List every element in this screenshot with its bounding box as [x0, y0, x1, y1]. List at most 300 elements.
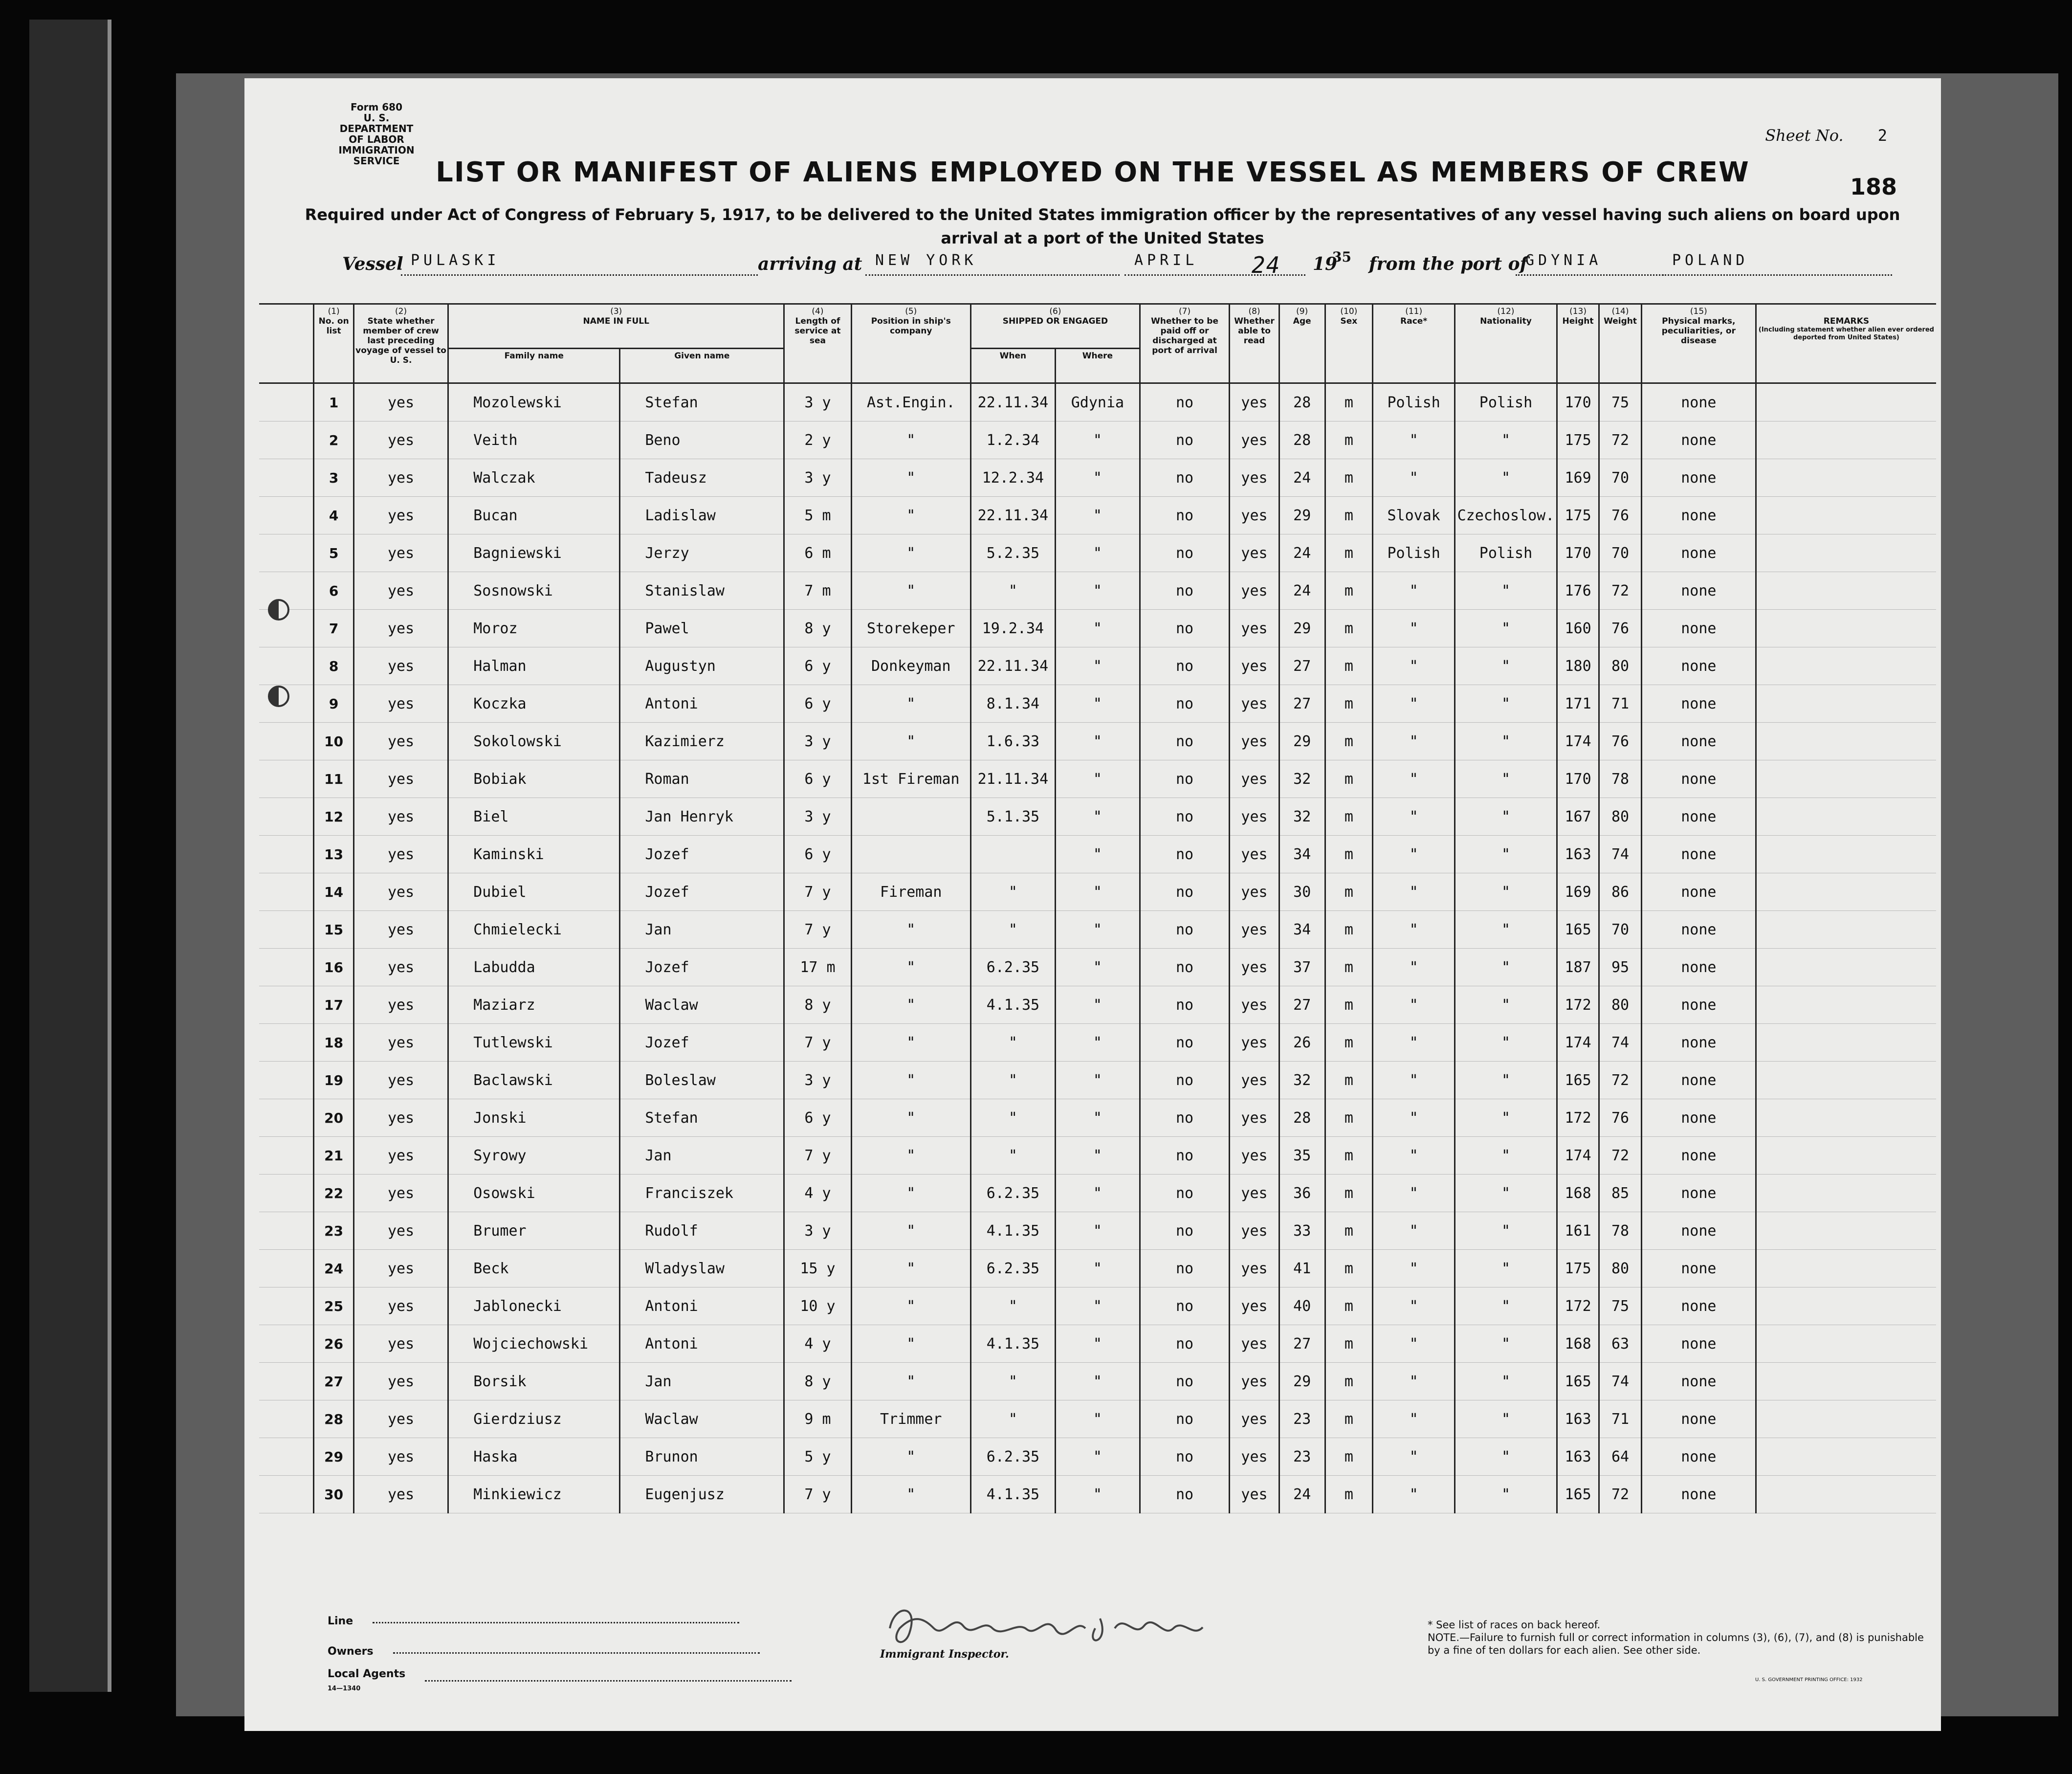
- cell-when: 6.2.35: [970, 1175, 1055, 1212]
- row-marker-cell: [259, 459, 314, 497]
- cell-weight: 80: [1599, 798, 1642, 836]
- cell-age: 29: [1279, 723, 1325, 760]
- cell-height: 163: [1557, 1438, 1599, 1476]
- cell-height: 168: [1557, 1325, 1599, 1363]
- cell-no: 11: [314, 760, 353, 798]
- cell-remarks: [1756, 1325, 1936, 1363]
- cell-no: 13: [314, 836, 353, 873]
- cell-sex: m: [1325, 873, 1373, 911]
- cell-service: 3 y: [784, 1062, 851, 1099]
- cell-height: 175: [1557, 421, 1599, 459]
- table-row: [259, 873, 1936, 911]
- cell-height: 161: [1557, 1212, 1599, 1250]
- cell-no: 18: [314, 1024, 353, 1062]
- cell-prev: yes: [353, 798, 448, 836]
- cell-marks: none: [1641, 1175, 1756, 1212]
- cell-service: 7 y: [784, 1476, 851, 1513]
- cell-marks: none: [1641, 760, 1756, 798]
- cell-prev: yes: [353, 1062, 448, 1099]
- cell-prev: yes: [353, 383, 448, 421]
- cell-race: ": [1373, 1438, 1455, 1476]
- cell-weight: 76: [1599, 610, 1642, 647]
- cell-marks: none: [1641, 1062, 1756, 1099]
- cell-family: Jablonecki: [448, 1287, 620, 1325]
- row-marker-cell: [259, 949, 314, 986]
- cell-where: ": [1055, 459, 1140, 497]
- cell-paid: no: [1140, 1137, 1229, 1175]
- cell-race: ": [1373, 1099, 1455, 1137]
- cell-remarks: [1756, 459, 1936, 497]
- cell-paid: no: [1140, 986, 1229, 1024]
- cell-height: 165: [1557, 1062, 1599, 1099]
- table-row: [259, 723, 1936, 760]
- cell-given: Franciszek: [620, 1175, 784, 1212]
- cell-when: ": [970, 1024, 1055, 1062]
- table-row: [259, 1400, 1936, 1438]
- cell-position: ": [851, 1476, 970, 1513]
- service-name: IMMIGRATION SERVICE: [338, 144, 415, 167]
- cell-family: Chmielecki: [448, 911, 620, 949]
- cell-given: Eugenjusz: [620, 1476, 784, 1513]
- cell-position: ": [851, 723, 970, 760]
- cell-race: ": [1373, 421, 1455, 459]
- cell-sex: m: [1325, 1062, 1373, 1099]
- sheet-number-label: Sheet No.: [1765, 126, 1844, 145]
- cell-when: 8.1.34: [970, 685, 1055, 723]
- cell-when: ": [970, 1400, 1055, 1438]
- cell-paid: no: [1140, 421, 1229, 459]
- cell-remarks: [1756, 685, 1936, 723]
- cell-paid: no: [1140, 949, 1229, 986]
- table-row: [259, 1062, 1936, 1099]
- cell-position: Fireman: [851, 873, 970, 911]
- cell-paid: no: [1140, 911, 1229, 949]
- cell-when: 6.2.35: [970, 949, 1055, 986]
- cell-remarks: [1756, 1175, 1936, 1212]
- cell-height: 171: [1557, 685, 1599, 723]
- cell-when: ": [970, 1287, 1055, 1325]
- cell-sex: m: [1325, 1363, 1373, 1400]
- cell-age: 34: [1279, 911, 1325, 949]
- footnote-penalty: NOTE.—Failure to furnish full or correct information in columns (3), (6), (7), and (8) is punishable by a fine of ten dollars for each alien. See other side.: [1428, 1632, 1924, 1656]
- cell-nationality: ": [1455, 610, 1557, 647]
- cell-remarks: [1756, 1024, 1936, 1062]
- cell-read: yes: [1230, 873, 1279, 911]
- cell-weight: 74: [1599, 836, 1642, 873]
- cell-nationality: ": [1455, 1099, 1557, 1137]
- row-marker-cell: [259, 1024, 314, 1062]
- sheet-number: [1765, 126, 1887, 145]
- cell-sex: m: [1325, 1476, 1373, 1513]
- cell-family: Jonski: [448, 1099, 620, 1137]
- table-row: [259, 572, 1936, 610]
- cell-paid: no: [1140, 534, 1229, 572]
- cell-family: Syrowy: [448, 1137, 620, 1175]
- cell-remarks: [1756, 610, 1936, 647]
- cell-no: 19: [314, 1062, 353, 1099]
- cell-where: ": [1055, 1212, 1140, 1250]
- cell-given: Stefan: [620, 1099, 784, 1137]
- cell-marks: none: [1641, 421, 1756, 459]
- row-marker-cell: [259, 1438, 314, 1476]
- footnote: [1428, 1619, 1926, 1657]
- cell-paid: no: [1140, 1325, 1229, 1363]
- cell-remarks: [1756, 1476, 1936, 1513]
- cell-family: Koczka: [448, 685, 620, 723]
- cell-read: yes: [1230, 1363, 1279, 1400]
- cell-prev: yes: [353, 1175, 448, 1212]
- cell-sex: m: [1325, 798, 1373, 836]
- form-number: Form 680: [350, 101, 402, 113]
- cell-height: 170: [1557, 534, 1599, 572]
- row-marker-cell: [259, 421, 314, 459]
- cell-marks: none: [1641, 1363, 1756, 1400]
- cell-sex: m: [1325, 1438, 1373, 1476]
- cell-age: 35: [1279, 1137, 1325, 1175]
- cell-height: 170: [1557, 383, 1599, 421]
- cell-age: 23: [1279, 1400, 1325, 1438]
- cell-race: ": [1373, 1363, 1455, 1400]
- cell-nationality: ": [1455, 1175, 1557, 1212]
- cell-service: 3 y: [784, 723, 851, 760]
- cell-sex: m: [1325, 1325, 1373, 1363]
- cell-no: 26: [314, 1325, 353, 1363]
- cell-weight: 80: [1599, 986, 1642, 1024]
- cell-where: ": [1055, 986, 1140, 1024]
- cell-marks: none: [1641, 572, 1756, 610]
- cell-position: ": [851, 1099, 970, 1137]
- arrival-day: 24: [1252, 252, 1281, 278]
- cell-no: 6: [314, 572, 353, 610]
- cell-read: yes: [1230, 798, 1279, 836]
- cell-no: 27: [314, 1363, 353, 1400]
- cell-weight: 71: [1599, 685, 1642, 723]
- cell-prev: yes: [353, 1438, 448, 1476]
- cell-service: 2 y: [784, 421, 851, 459]
- cell-where: ": [1055, 1099, 1140, 1137]
- cell-marks: none: [1641, 1325, 1756, 1363]
- cell-prev: yes: [353, 723, 448, 760]
- cell-nationality: ": [1455, 1212, 1557, 1250]
- cell-where: ": [1055, 873, 1140, 911]
- cell-height: 174: [1557, 1137, 1599, 1175]
- cell-read: yes: [1230, 1250, 1279, 1287]
- cell-given: Beno: [620, 421, 784, 459]
- cell-given: Jozef: [620, 873, 784, 911]
- cell-given: Jozef: [620, 949, 784, 986]
- cell-read: yes: [1230, 1099, 1279, 1137]
- cell-given: Augustyn: [620, 647, 784, 685]
- cell-position: ": [851, 1363, 970, 1400]
- cell-age: 24: [1279, 534, 1325, 572]
- cell-no: 10: [314, 723, 353, 760]
- cell-prev: yes: [353, 647, 448, 685]
- cell-marks: none: [1641, 1024, 1756, 1062]
- cell-where: ": [1055, 1137, 1140, 1175]
- cell-where: ": [1055, 760, 1140, 798]
- cell-remarks: [1756, 723, 1936, 760]
- cell-when: 4.1.35: [970, 1212, 1055, 1250]
- cell-race: ": [1373, 1325, 1455, 1363]
- cell-age: 30: [1279, 873, 1325, 911]
- crew-manifest-table: [259, 303, 1936, 1513]
- cell-nationality: ": [1455, 647, 1557, 685]
- owners-field: Owners: [328, 1637, 792, 1667]
- col-weight: (14) Weight: [1599, 304, 1642, 383]
- cell-read: yes: [1230, 911, 1279, 949]
- cell-where: ": [1055, 1438, 1140, 1476]
- inspector-signature: [880, 1599, 1222, 1653]
- year-suffix: 35: [1332, 249, 1351, 265]
- cell-prev: yes: [353, 572, 448, 610]
- cell-position: ": [851, 421, 970, 459]
- cell-prev: yes: [353, 760, 448, 798]
- cell-when: 12.2.34: [970, 459, 1055, 497]
- cell-nationality: ": [1455, 685, 1557, 723]
- cell-where: ": [1055, 949, 1140, 986]
- row-marker-cell: [259, 986, 314, 1024]
- cell-given: Antoni: [620, 1325, 784, 1363]
- cell-prev: yes: [353, 534, 448, 572]
- table-row: [259, 1363, 1936, 1400]
- row-marker-cell: [259, 497, 314, 534]
- cell-nationality: ": [1455, 798, 1557, 836]
- cell-position: ": [851, 1062, 970, 1099]
- cell-where: ": [1055, 1363, 1140, 1400]
- row-marker-cell: [259, 1099, 314, 1137]
- cell-race: ": [1373, 1287, 1455, 1325]
- binding-hole-marker: [268, 599, 289, 621]
- cell-remarks: [1756, 421, 1936, 459]
- cell-position: Storekeper: [851, 610, 970, 647]
- cell-when: 4.1.35: [970, 986, 1055, 1024]
- cell-paid: no: [1140, 1287, 1229, 1325]
- table-row: [259, 647, 1936, 685]
- cell-position: Ast.Engin.: [851, 383, 970, 421]
- cell-weight: 75: [1599, 1287, 1642, 1325]
- cell-weight: 70: [1599, 534, 1642, 572]
- cell-height: 170: [1557, 760, 1599, 798]
- cell-nationality: ": [1455, 949, 1557, 986]
- cell-race: ": [1373, 836, 1455, 873]
- table-row: [259, 421, 1936, 459]
- cell-remarks: [1756, 497, 1936, 534]
- cell-no: 12: [314, 798, 353, 836]
- cell-when: 5.1.35: [970, 798, 1055, 836]
- cell-given: Jan: [620, 911, 784, 949]
- cell-prev: yes: [353, 497, 448, 534]
- cell-family: Minkiewicz: [448, 1476, 620, 1513]
- cell-age: 27: [1279, 986, 1325, 1024]
- col-race: (11) Race*: [1373, 304, 1455, 383]
- cell-where: ": [1055, 1175, 1140, 1212]
- cell-read: yes: [1230, 459, 1279, 497]
- cell-paid: no: [1140, 1363, 1229, 1400]
- cell-position: ": [851, 497, 970, 534]
- cell-prev: yes: [353, 1287, 448, 1325]
- cell-weight: 74: [1599, 1024, 1642, 1062]
- cell-service: 5 y: [784, 1438, 851, 1476]
- cell-where: ": [1055, 572, 1140, 610]
- col-where: Where: [1055, 349, 1140, 383]
- cell-service: 7 m: [784, 572, 851, 610]
- cell-race: Polish: [1373, 534, 1455, 572]
- cell-paid: no: [1140, 1438, 1229, 1476]
- cell-given: Pawel: [620, 610, 784, 647]
- cell-nationality: ": [1455, 1250, 1557, 1287]
- cell-weight: 78: [1599, 1212, 1642, 1250]
- department-name: U. S. DEPARTMENT OF LABOR: [339, 112, 414, 145]
- cell-marks: none: [1641, 873, 1756, 911]
- table-row: [259, 911, 1936, 949]
- cell-age: 24: [1279, 459, 1325, 497]
- cell-age: 24: [1279, 572, 1325, 610]
- from-country: POLAND: [1662, 252, 1892, 276]
- cell-nationality: ": [1455, 1476, 1557, 1513]
- cell-no: 8: [314, 647, 353, 685]
- cell-no: 17: [314, 986, 353, 1024]
- cell-race: ": [1373, 1062, 1455, 1099]
- cell-nationality: ": [1455, 572, 1557, 610]
- cell-remarks: [1756, 1250, 1936, 1287]
- cell-sex: m: [1325, 1400, 1373, 1438]
- cell-no: 30: [314, 1476, 353, 1513]
- cell-read: yes: [1230, 572, 1279, 610]
- cell-age: 29: [1279, 610, 1325, 647]
- cell-paid: no: [1140, 836, 1229, 873]
- cell-where: Gdynia: [1055, 383, 1140, 421]
- col-remarks: REMARKS (Including statement whether alien ever ordered deported from United States): [1756, 304, 1936, 383]
- cell-sex: m: [1325, 647, 1373, 685]
- cell-read: yes: [1230, 1476, 1279, 1513]
- cell-family: Moroz: [448, 610, 620, 647]
- cell-remarks: [1756, 1287, 1936, 1325]
- row-marker-cell: [259, 873, 314, 911]
- cell-paid: no: [1140, 572, 1229, 610]
- cell-height: 168: [1557, 1175, 1599, 1212]
- table-row: [259, 986, 1936, 1024]
- cell-prev: yes: [353, 949, 448, 986]
- cell-remarks: [1756, 873, 1936, 911]
- cell-service: 7 y: [784, 1137, 851, 1175]
- table-row: [259, 1287, 1936, 1325]
- cell-no: 1: [314, 383, 353, 421]
- cell-service: 4 y: [784, 1175, 851, 1212]
- cell-nationality: ": [1455, 1062, 1557, 1099]
- col-height: (13) Height: [1557, 304, 1599, 383]
- cell-nationality: ": [1455, 1438, 1557, 1476]
- row-marker-cell: [259, 1400, 314, 1438]
- cell-paid: no: [1140, 1400, 1229, 1438]
- cell-position: ": [851, 986, 970, 1024]
- cell-age: 36: [1279, 1175, 1325, 1212]
- row-marker-cell: [259, 647, 314, 685]
- cell-where: ": [1055, 421, 1140, 459]
- table-row: [259, 949, 1936, 986]
- cell-when: 6.2.35: [970, 1250, 1055, 1287]
- cell-prev: yes: [353, 685, 448, 723]
- cell-sex: m: [1325, 1137, 1373, 1175]
- col-prev-voyage: (2) State whether member of crew last preceding voyage of vessel to U. S.: [353, 304, 448, 383]
- cell-sex: m: [1325, 421, 1373, 459]
- cell-weight: 85: [1599, 1175, 1642, 1212]
- cell-no: 20: [314, 1099, 353, 1137]
- cell-weight: 72: [1599, 1476, 1642, 1513]
- cell-weight: 78: [1599, 760, 1642, 798]
- cell-when: ": [970, 1099, 1055, 1137]
- cell-given: Roman: [620, 760, 784, 798]
- cell-when: 4.1.35: [970, 1325, 1055, 1363]
- cell-no: 24: [314, 1250, 353, 1287]
- cell-position: ": [851, 1024, 970, 1062]
- row-marker-cell: [259, 534, 314, 572]
- cell-age: 27: [1279, 685, 1325, 723]
- row-marker-cell: [259, 723, 314, 760]
- cell-paid: no: [1140, 760, 1229, 798]
- cell-race: ": [1373, 1400, 1455, 1438]
- cell-when: ": [970, 1363, 1055, 1400]
- cell-marks: none: [1641, 1137, 1756, 1175]
- col-shipped-engaged: (6) SHIPPED OR ENGAGED: [970, 304, 1140, 349]
- vessel-line: [342, 249, 1907, 281]
- cell-service: 4 y: [784, 1325, 851, 1363]
- cell-marks: none: [1641, 383, 1756, 421]
- cell-position: ": [851, 534, 970, 572]
- cell-position: ": [851, 572, 970, 610]
- cell-no: 29: [314, 1438, 353, 1476]
- cell-where: ": [1055, 836, 1140, 873]
- cell-sex: m: [1325, 383, 1373, 421]
- cell-sex: m: [1325, 1099, 1373, 1137]
- cell-read: yes: [1230, 836, 1279, 873]
- cell-given: Boleslaw: [620, 1062, 784, 1099]
- cell-read: yes: [1230, 986, 1279, 1024]
- cell-position: Trimmer: [851, 1400, 970, 1438]
- cell-remarks: [1756, 1212, 1936, 1250]
- cell-marks: none: [1641, 610, 1756, 647]
- cell-sex: m: [1325, 1250, 1373, 1287]
- cell-race: Slovak: [1373, 497, 1455, 534]
- cell-nationality: ": [1455, 911, 1557, 949]
- cell-family: Bobiak: [448, 760, 620, 798]
- cell-marks: none: [1641, 949, 1756, 986]
- cell-read: yes: [1230, 383, 1279, 421]
- cell-height: 174: [1557, 1024, 1599, 1062]
- table-row: [259, 1212, 1936, 1250]
- cell-remarks: [1756, 534, 1936, 572]
- cell-prev: yes: [353, 1212, 448, 1250]
- cell-weight: 71: [1599, 1400, 1642, 1438]
- cell-position: ": [851, 1250, 970, 1287]
- cell-position: ": [851, 949, 970, 986]
- cell-nationality: ": [1455, 1287, 1557, 1325]
- cell-age: 27: [1279, 647, 1325, 685]
- cell-given: Rudolf: [620, 1212, 784, 1250]
- cell-weight: 95: [1599, 949, 1642, 986]
- cell-nationality: ": [1455, 873, 1557, 911]
- cell-service: 15 y: [784, 1250, 851, 1287]
- cell-prev: yes: [353, 1099, 448, 1137]
- cell-height: 165: [1557, 911, 1599, 949]
- cell-sex: m: [1325, 1212, 1373, 1250]
- cell-weight: 75: [1599, 383, 1642, 421]
- cell-when: 22.11.34: [970, 497, 1055, 534]
- row-marker-cell: [259, 836, 314, 873]
- cell-no: 4: [314, 497, 353, 534]
- cell-height: 175: [1557, 1250, 1599, 1287]
- cell-race: ": [1373, 1175, 1455, 1212]
- cell-given: Wladyslaw: [620, 1250, 784, 1287]
